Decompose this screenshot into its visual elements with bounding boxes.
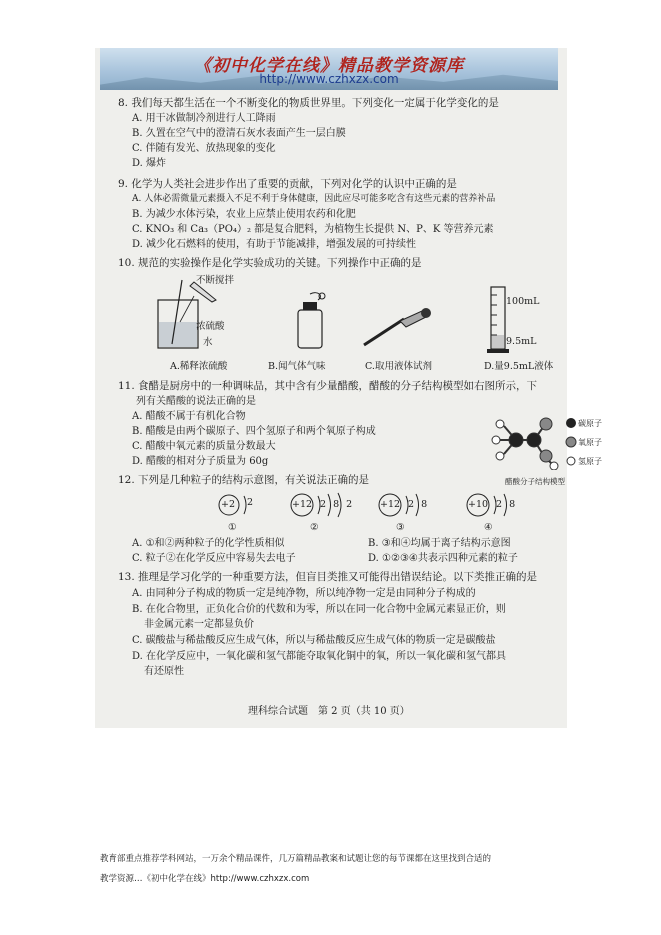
cylinder-100ml-label: 100mL (506, 296, 540, 307)
q13-option-d-line2: 有还原性 (144, 666, 184, 677)
q8-option-d: D. 爆炸 (132, 158, 167, 169)
particle-1-nucleus: +2 (221, 499, 236, 510)
particle-4 (466, 492, 520, 533)
q11-option-d: D. 醋酸的相对分子质量为 60g (132, 456, 269, 467)
q12-option-c: C. 粒子②在化学反应中容易失去电子 (132, 553, 296, 564)
q10-option-b: B.闻气体气味 (268, 361, 326, 372)
particle-4-shells: 2 8 (496, 499, 518, 510)
water-label: 水 (203, 337, 213, 348)
q9-option-b: B. 为减少水体污染，农业上应禁止使用农药和化肥 (132, 209, 356, 220)
q13-option-c: C. 碳酸盐与稀盐酸反应生成气体，所以与稀盐酸反应生成气体的物质一定是碳酸盐 (132, 635, 496, 646)
q12-stem: 12. 下列是几种粒子的结构示意图，有关说法正确的是 (118, 474, 370, 486)
q8-option-b: B. 久置在空气中的澄清石灰水表面产生一层白膜 (132, 128, 346, 139)
q10-option-d: D.量9.5mL液体 (484, 361, 554, 372)
particle-2-shells: 2 8 2 (320, 499, 355, 510)
stir-label: 不断搅拌 (196, 275, 235, 286)
particle-1-shells: 2 (247, 497, 254, 508)
particle-3-nucleus: +12 (380, 499, 401, 510)
q10-option-a: A.稀释浓硫酸 (170, 361, 228, 372)
acetic-acid-model (490, 414, 560, 470)
particle-2-nucleus: +12 (292, 499, 313, 510)
q9-option-d: D. 减少化石燃料的使用，有助于节能减排，增强发展的可持续性 (132, 239, 417, 250)
q8-option-c: C. 伴随有发光、放热现象的变化 (132, 143, 276, 154)
q10-option-c: C.取用液体试剂 (365, 361, 432, 372)
page-footer: 理科综合试题 第 2 页（共 10 页） (248, 706, 410, 717)
particle-3-label: ③ (396, 522, 405, 533)
q13-stem: 13. 推理是学习化学的一种重要方法，但盲目类推又可能得出错误结论。以下类推正确的是 (118, 571, 538, 583)
particle-1 (218, 492, 258, 533)
model-caption: 醋酸分子结构模型 (505, 477, 565, 486)
q13-option-d-line1: D. 在化学反应中，一氧化碳和氢气都能夺取氧化铜中的氧，所以一氧化碳和氢气都具 (132, 651, 507, 662)
site-banner (100, 48, 558, 90)
cylinder-9-5ml-label: 9.5mL (506, 336, 537, 347)
q9-stem: 9. 化学为人类社会进步作出了重要的贡献，下列对化学的认识中正确的是 (118, 178, 457, 190)
particle-3-shells: 2 8 (408, 499, 430, 510)
q11-option-b: B. 醋酸是由两个碳原子、四个氢原子和两个氧原子构成 (132, 426, 376, 437)
banner-url[interactable]: http://www.czhxzx.com (259, 72, 399, 86)
legend-oxygen: 氧原子 (578, 438, 602, 447)
q13-option-a: A. 由同种分子构成的物质一定是纯净物，所以纯净物一定是由同种分子构成的 (132, 588, 476, 599)
q9-option-c: C. KNO₃ 和 Ca₃（PO₄）₂ 都是复合肥料，为植物生长提供 N、P、K 等营养元素 (132, 224, 494, 235)
q11-stem-line1: 11. 食醋是厨房中的一种调味品，其中含有少量醋酸，醋酸的分子结构模型如右图所示，下 (118, 380, 538, 392)
q9-option-a: A. 人体必需微量元素摄入不足不利于身体健康，因此应尽可能多吃含有这些元素的营养补品 (132, 194, 496, 204)
q10-stem: 10. 规范的实验操作是化学实验成功的关键。下列操作中正确的是 (118, 257, 422, 269)
particle-4-label: ④ (484, 522, 493, 533)
atom-legend-icons (565, 416, 577, 468)
legend-carbon: 碳原子 (578, 419, 602, 428)
q12-option-a: A. ①和②两种粒子的化学性质相似 (132, 538, 285, 549)
bottom-note-line1: 教育部重点推荐学科网站，一万余个精品课件，几万篇精品教案和试题让您的每节课都在这里找到合适的 (100, 854, 492, 864)
q11-option-a: A. 醋酸不属于有机化合物 (132, 411, 246, 422)
particle-3 (378, 492, 432, 533)
banner-title: 《初中化学在线》精品教学资源库 (194, 56, 464, 76)
particle-4-nucleus: +10 (468, 499, 489, 510)
q12-option-b: B. ③和④均属于离子结构示意图 (368, 538, 511, 549)
particle-1-label: ① (228, 522, 237, 533)
q12-option-d: D. ①②③④共表示四种元素的粒子 (368, 553, 518, 564)
dropper-illustration (356, 305, 436, 350)
bottom-note-line2[interactable]: 教学资源…《初中化学在线》http://www.czhxzx.com (100, 874, 310, 884)
q8-stem: 8. 我们每天都生活在一个不断变化的物质世界里。下列变化一定属于化学变化的是 (118, 97, 499, 109)
acid-label: 浓硫酸 (196, 321, 225, 332)
legend-hydrogen: 氢原子 (578, 457, 602, 466)
q11-option-c: C. 醋酸中氧元素的质量分数最大 (132, 441, 276, 452)
q8-option-a: A. 用干冰做制冷剂进行人工降雨 (132, 113, 276, 124)
bottle-smell-illustration (288, 290, 332, 352)
q13-option-b-line1: B. 在化合物里，正负化合价的代数和为零，所以在同一化合物中金属元素显正价，则 (132, 604, 506, 615)
particle-2-label: ② (310, 522, 319, 533)
q13-option-b-line2: 非金属元素一定都显负价 (144, 619, 254, 630)
particle-2 (290, 492, 355, 533)
q11-stem-line2: 列有关醋酸的说法正确的是 (136, 396, 256, 407)
